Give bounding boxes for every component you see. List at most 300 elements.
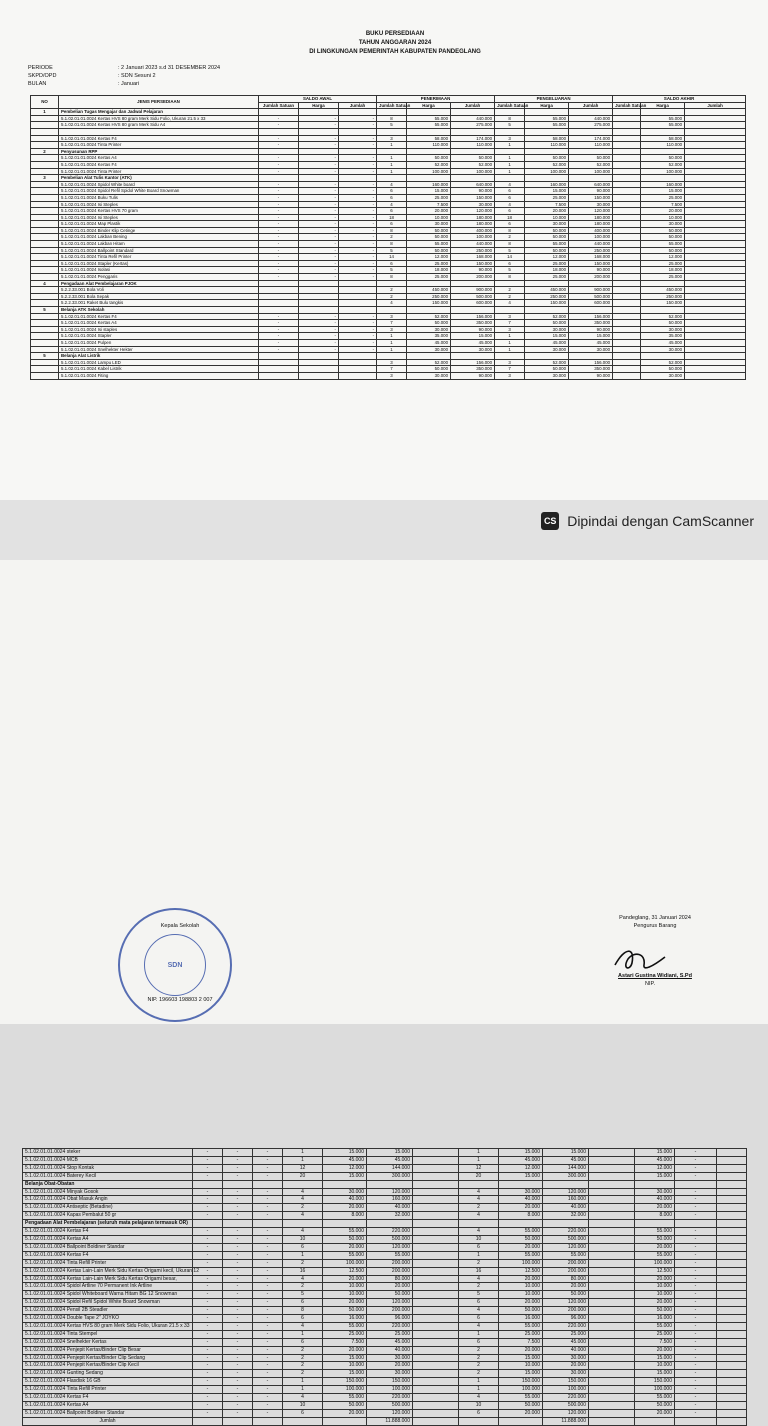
cell-value: 58.000 — [641, 135, 685, 142]
cell-value — [613, 128, 641, 135]
cell-value: 30.000 — [641, 221, 685, 228]
cell-value: - — [259, 339, 299, 346]
cell-value — [259, 307, 299, 314]
cell-no — [31, 372, 59, 379]
table-row — [31, 168, 746, 175]
table-row — [23, 1267, 747, 1275]
cell-value — [259, 293, 299, 300]
table-row — [23, 1164, 747, 1172]
cell-value: - — [193, 1235, 223, 1243]
meta-row — [28, 80, 220, 88]
cell-value — [641, 280, 685, 287]
cell-value — [413, 1330, 459, 1338]
cell-value — [717, 1212, 747, 1220]
cell-value: 8 — [377, 227, 407, 234]
cell-jenis: 5.1.02.01.01.0024 Pulpen — [59, 339, 259, 346]
cell-value: 20.000 — [499, 1204, 543, 1212]
col-jumlah-satuan: Jumlah Satuan — [495, 102, 525, 109]
cell-value — [525, 128, 569, 135]
cell-value: 120.000 — [569, 208, 613, 215]
cell-value: - — [253, 1204, 283, 1212]
table-row — [31, 346, 746, 353]
cell-value — [589, 1275, 635, 1283]
group-row — [31, 353, 746, 360]
cell-value — [413, 1164, 459, 1172]
cell-value — [413, 1346, 459, 1354]
cell-value — [589, 1370, 635, 1378]
cell-value — [641, 109, 685, 116]
cell-value: 25.000 — [641, 274, 685, 281]
cell-jenis: 5.1.02.01.01.0024 Map Plastik — [59, 221, 259, 228]
cell-value — [717, 1346, 747, 1354]
cell-value: 12.000 — [641, 254, 685, 261]
cell-value — [459, 1220, 499, 1228]
cell-value: 90.000 — [569, 372, 613, 379]
cell-value: - — [339, 221, 377, 228]
cell-value: 2 — [377, 293, 407, 300]
cell-value — [283, 1180, 323, 1188]
col-harga: Harga — [641, 102, 685, 109]
cell-value: 144.000 — [543, 1164, 589, 1172]
cell-value: 90.000 — [451, 372, 495, 379]
cell-jenis: 5.1.02.01.01.0024 Stapler — [59, 333, 259, 340]
cell-value: 55.000 — [499, 1228, 543, 1236]
cell-value: 4 — [459, 1307, 499, 1315]
cell-value: 55.000 — [407, 241, 451, 248]
cell-value: 6 — [495, 188, 525, 195]
cell-value: 90.000 — [569, 188, 613, 195]
cell-value: - — [253, 1394, 283, 1402]
cell-value: - — [253, 1251, 283, 1259]
cell-value: - — [339, 227, 377, 234]
cell-value: 440.000 — [569, 241, 613, 248]
cell-value: - — [193, 1156, 223, 1164]
cell-value — [377, 307, 407, 314]
cell-value — [613, 188, 641, 195]
cell-value: - — [193, 1204, 223, 1212]
cell-value: 30.000 — [451, 201, 495, 208]
cell-value — [717, 1259, 747, 1267]
cell-value: 1 — [377, 161, 407, 168]
cell-value: - — [193, 1299, 223, 1307]
cell-value: - — [193, 1362, 223, 1370]
cell-no — [31, 122, 59, 129]
cell-value: 12 — [459, 1164, 499, 1172]
cell-value: 3 — [495, 135, 525, 142]
cell-value: - — [223, 1275, 253, 1283]
cell-value: 180.000 — [451, 221, 495, 228]
cell-value: 30.000 — [525, 326, 569, 333]
cell-value: 50.000 — [635, 1235, 675, 1243]
cell-no — [31, 214, 59, 221]
cell-value — [413, 1196, 459, 1204]
cell-value — [569, 280, 613, 287]
col-no: NO — [31, 96, 59, 109]
cell-value: - — [339, 234, 377, 241]
cell-value: 45.000 — [543, 1156, 589, 1164]
cell-value: 10.000 — [635, 1362, 675, 1370]
cell-value: 2 — [495, 287, 525, 294]
cell-value — [613, 293, 641, 300]
cell-no — [31, 320, 59, 327]
cell-jenis: 5.2.2.33.001 Bola Voli — [59, 287, 259, 294]
cell-value — [569, 175, 613, 182]
cell-value: 50.000 — [525, 320, 569, 327]
cell-value: - — [339, 333, 377, 340]
cell-value: 120.000 — [543, 1243, 589, 1251]
cell-jenis: 5.1.02.01.01.0024 Kertas F4 — [23, 1228, 193, 1236]
cell-value: 20 — [283, 1172, 323, 1180]
cell-value — [259, 366, 299, 373]
cell-jenis: 5.1.02.01.01.0024 Penggaris — [59, 274, 259, 281]
cell-value: 20 — [459, 1172, 499, 1180]
cell-value: 20.000 — [499, 1409, 543, 1417]
table-row — [31, 300, 746, 307]
cell-value: 30.000 — [367, 1370, 413, 1378]
cell-value: 40.000 — [635, 1196, 675, 1204]
table-row — [31, 333, 746, 340]
table-row — [31, 194, 746, 201]
cell-value: 1 — [283, 1386, 323, 1394]
cell-value: - — [339, 155, 377, 162]
cell-value: 20.000 — [635, 1275, 675, 1283]
cell-no — [31, 241, 59, 248]
cell-value: 52.000 — [451, 161, 495, 168]
cell-value — [339, 280, 377, 287]
cell-value: - — [223, 1291, 253, 1299]
table-row — [23, 1283, 747, 1291]
cell-value: - — [253, 1188, 283, 1196]
cell-value — [589, 1149, 635, 1157]
cell-value: - — [223, 1212, 253, 1220]
cell-value — [413, 1409, 459, 1417]
cell-jenis: 5.1.02.01.01.0024 Buku Tulis — [59, 194, 259, 201]
cell-value — [613, 175, 641, 182]
cell-value: 15.000 — [635, 1370, 675, 1378]
cell-value: - — [299, 254, 339, 261]
col-jenis: JENIS PERSEDIAAN — [59, 96, 259, 109]
cell-value: 20.000 — [635, 1346, 675, 1354]
cell-no — [31, 221, 59, 228]
cell-value: - — [339, 214, 377, 221]
cell-value — [525, 109, 569, 116]
cell-value: 50.000 — [407, 247, 451, 254]
cell-value — [413, 1212, 459, 1220]
cell-value — [685, 300, 746, 307]
cell-value: 180.000 — [451, 214, 495, 221]
cell-value: - — [339, 339, 377, 346]
cell-value: - — [193, 1402, 223, 1410]
cell-value: 50.000 — [525, 155, 569, 162]
doc-subtitle: TAHUN ANGGARAN 2024 — [358, 40, 432, 46]
cell-value: 45.000 — [569, 339, 613, 346]
cell-jenis: 5.1.02.01.01.0024 Tinta Printer — [59, 168, 259, 175]
table-row — [31, 115, 746, 122]
cell-value — [377, 109, 407, 116]
cell-value: 450.000 — [407, 287, 451, 294]
cell-value: 350.000 — [569, 366, 613, 373]
group-row — [31, 148, 746, 155]
sign-place-date: Pandeglang, 31 Januari 2024 — [619, 915, 691, 921]
cell-value — [413, 1220, 459, 1228]
cell-value: - — [253, 1378, 283, 1386]
cell-value: 50.000 — [635, 1402, 675, 1410]
cell-value: 500.000 — [569, 293, 613, 300]
cell-value — [589, 1307, 635, 1315]
cell-value: - — [193, 1370, 223, 1378]
cell-value — [589, 1409, 635, 1417]
cell-jenis: 5.1.02.01.01.0024 Kertas A4 — [23, 1402, 193, 1410]
cell-value — [685, 201, 746, 208]
cell-value: 7 — [377, 320, 407, 327]
table-row — [31, 208, 746, 215]
cell-value: 200.000 — [543, 1259, 589, 1267]
cell-value: 6 — [459, 1243, 499, 1251]
cell-value: 150.000 — [451, 194, 495, 201]
cell-value — [717, 1338, 747, 1346]
cell-value — [589, 1362, 635, 1370]
cell-value — [259, 280, 299, 287]
cell-value — [413, 1378, 459, 1386]
table-row — [23, 1228, 747, 1236]
cell-jenis: 5.1.02.01.01.0024 Tinta Stempel — [23, 1330, 193, 1338]
cell-value: 4 — [459, 1212, 499, 1220]
cell-value: 1 — [459, 1251, 499, 1259]
cell-value: 20.000 — [543, 1362, 589, 1370]
cell-value: 4 — [495, 201, 525, 208]
cell-value — [685, 260, 746, 267]
cell-value — [413, 1259, 459, 1267]
cell-value: 50.000 — [407, 227, 451, 234]
cell-value: 18 — [377, 214, 407, 221]
cell-value: - — [253, 1402, 283, 1410]
cell-value — [525, 353, 569, 360]
table-row — [23, 1409, 747, 1417]
table-row — [31, 260, 746, 267]
group-row — [31, 307, 746, 314]
cell-value — [635, 1180, 675, 1188]
cell-value — [685, 109, 746, 116]
cell-value: 45.000 — [525, 339, 569, 346]
cell-no — [31, 333, 59, 340]
cell-value: 6 — [495, 221, 525, 228]
cell-value: 55.000 — [367, 1251, 413, 1259]
cell-value — [569, 109, 613, 116]
cell-value — [499, 1180, 543, 1188]
cell-value: 5 — [377, 247, 407, 254]
col-saldo-awal: SALDO AWAL — [259, 96, 377, 103]
cell-value: 12.000 — [323, 1164, 367, 1172]
cell-value: - — [675, 1315, 717, 1323]
cell-value: 10.000 — [323, 1283, 367, 1291]
cell-value: 15.000 — [635, 1172, 675, 1180]
cell-value: - — [259, 201, 299, 208]
cell-value: - — [675, 1196, 717, 1204]
cell-value: 200.000 — [543, 1307, 589, 1315]
table-row — [23, 1362, 747, 1370]
cell-value — [685, 353, 746, 360]
cell-value: 440.000 — [451, 241, 495, 248]
cell-value: 220.000 — [367, 1394, 413, 1402]
cell-value: 12.000 — [635, 1164, 675, 1172]
group-row — [23, 1220, 747, 1228]
col-harga: Harga — [299, 102, 339, 109]
cell-value: 1 — [495, 155, 525, 162]
table-row — [23, 1188, 747, 1196]
cell-value: 120.000 — [367, 1299, 413, 1307]
cell-value — [459, 1180, 499, 1188]
cell-value: 45.000 — [323, 1156, 367, 1164]
cell-value — [413, 1291, 459, 1299]
cell-value — [451, 307, 495, 314]
cell-value — [613, 148, 641, 155]
cell-value — [717, 1409, 747, 1417]
cell-value: 220.000 — [543, 1228, 589, 1236]
cell-value: 55.000 — [525, 115, 569, 122]
cell-value — [407, 109, 451, 116]
col-penerimaan: PENERIMAAN — [377, 96, 495, 103]
cell-value: 220.000 — [367, 1228, 413, 1236]
cell-value: 30.000 — [407, 326, 451, 333]
cell-value: 35.000 — [641, 333, 685, 340]
cell-value: 30.000 — [451, 346, 495, 353]
cell-value — [613, 221, 641, 228]
cell-value: 150.000 — [641, 300, 685, 307]
cell-value — [259, 109, 299, 116]
cell-jenis: 5.1.02.01.01.0024 Ballpoint Boldiner Standar — [23, 1409, 193, 1417]
cell-value: 8 — [495, 241, 525, 248]
col-jumlah: Jumlah — [451, 102, 495, 109]
cell-value — [685, 313, 746, 320]
cell-value — [613, 326, 641, 333]
table-row — [23, 1386, 747, 1394]
cell-value — [613, 201, 641, 208]
cell-value — [413, 1149, 459, 1157]
cell-value — [367, 1220, 413, 1228]
cell-value: - — [259, 115, 299, 122]
cell-value: 15.000 — [499, 1354, 543, 1362]
cell-value: 6 — [459, 1315, 499, 1323]
cell-value: 2 — [283, 1259, 323, 1267]
cell-jenis: Pembelian Alat Tulis Kantor (ATK) — [59, 175, 259, 182]
cell-value: 35.000 — [407, 333, 451, 340]
cell-value: - — [675, 1243, 717, 1251]
cell-value: 8.000 — [635, 1212, 675, 1220]
cell-value — [253, 1180, 283, 1188]
cell-value: 15.000 — [323, 1354, 367, 1362]
cell-value: 5 — [283, 1291, 323, 1299]
cell-value: 1 — [283, 1251, 323, 1259]
table-row — [23, 1330, 747, 1338]
cell-value: 45.000 — [641, 339, 685, 346]
cell-value — [717, 1315, 747, 1323]
cell-value: 50.000 — [367, 1291, 413, 1299]
cell-value — [685, 274, 746, 281]
cell-no — [31, 181, 59, 188]
cell-value: 3 — [377, 326, 407, 333]
cell-value — [413, 1417, 459, 1425]
cell-value: 8 — [377, 274, 407, 281]
cell-value: 14 — [495, 254, 525, 261]
cell-value: 4 — [495, 181, 525, 188]
cell-value: 250.000 — [451, 247, 495, 254]
cell-value: 8.000 — [499, 1212, 543, 1220]
cell-value: 30.000 — [641, 372, 685, 379]
table-row — [23, 1394, 747, 1402]
cell-jenis: 5.1.02.01.01.0024 Kertas F4 — [59, 135, 259, 142]
cell-value: - — [339, 188, 377, 195]
cell-value: 3 — [495, 359, 525, 366]
cell-value — [413, 1180, 459, 1188]
cell-value: - — [299, 181, 339, 188]
cell-value — [613, 274, 641, 281]
cell-value — [451, 280, 495, 287]
cell-no — [31, 227, 59, 234]
inventory-table-1 — [30, 95, 746, 380]
cell-value: 10.000 — [641, 214, 685, 221]
cell-value — [377, 175, 407, 182]
cell-jenis: 5.1.02.01.01.0024 Fiting — [59, 372, 259, 379]
cell-value — [407, 353, 451, 360]
col-jumlah-satuan: Jumlah Satuan — [613, 102, 641, 109]
cell-value: 20.000 — [499, 1346, 543, 1354]
cell-value: - — [253, 1228, 283, 1236]
cell-no — [31, 142, 59, 149]
cell-value: 55.000 — [407, 122, 451, 129]
table-row — [23, 1212, 747, 1220]
cell-jenis: 5.1.02.01.01.0024 Lakban Hitam — [59, 241, 259, 248]
cell-value: 4 — [283, 1322, 323, 1330]
cell-value — [589, 1322, 635, 1330]
table-row — [23, 1299, 747, 1307]
cell-value — [495, 280, 525, 287]
cell-value — [685, 326, 746, 333]
cell-value — [543, 1220, 589, 1228]
cell-value — [377, 353, 407, 360]
cell-value: - — [223, 1188, 253, 1196]
cell-value: 2 — [283, 1346, 323, 1354]
cell-value: 55.000 — [323, 1228, 367, 1236]
cell-value — [613, 280, 641, 287]
cell-value: - — [193, 1251, 223, 1259]
cell-value — [259, 300, 299, 307]
cell-value — [339, 109, 377, 116]
cell-value: 30.000 — [525, 372, 569, 379]
cell-value: - — [259, 181, 299, 188]
cell-value: - — [299, 320, 339, 327]
cell-value: 1 — [459, 1156, 499, 1164]
cell-value — [413, 1338, 459, 1346]
cell-value — [641, 128, 685, 135]
scan-page-1 — [0, 0, 768, 500]
cell-value — [339, 175, 377, 182]
cell-jenis: Pengadaan Alat Pembelajaran (seluruh mata pelajaran termasuk OR) — [23, 1220, 193, 1228]
cell-value — [685, 214, 746, 221]
cell-value — [413, 1243, 459, 1251]
cell-value: 55.000 — [641, 241, 685, 248]
cell-value: 30.000 — [635, 1188, 675, 1196]
cell-value — [339, 287, 377, 294]
cell-value: 144.000 — [367, 1164, 413, 1172]
cell-value: 55.000 — [641, 115, 685, 122]
cell-value — [589, 1291, 635, 1299]
table-row — [31, 267, 746, 274]
cell-value: - — [259, 208, 299, 215]
cell-value: 3 — [495, 313, 525, 320]
cell-value: 10 — [459, 1402, 499, 1410]
cell-value: 4 — [377, 181, 407, 188]
cell-value: 1 — [283, 1378, 323, 1386]
